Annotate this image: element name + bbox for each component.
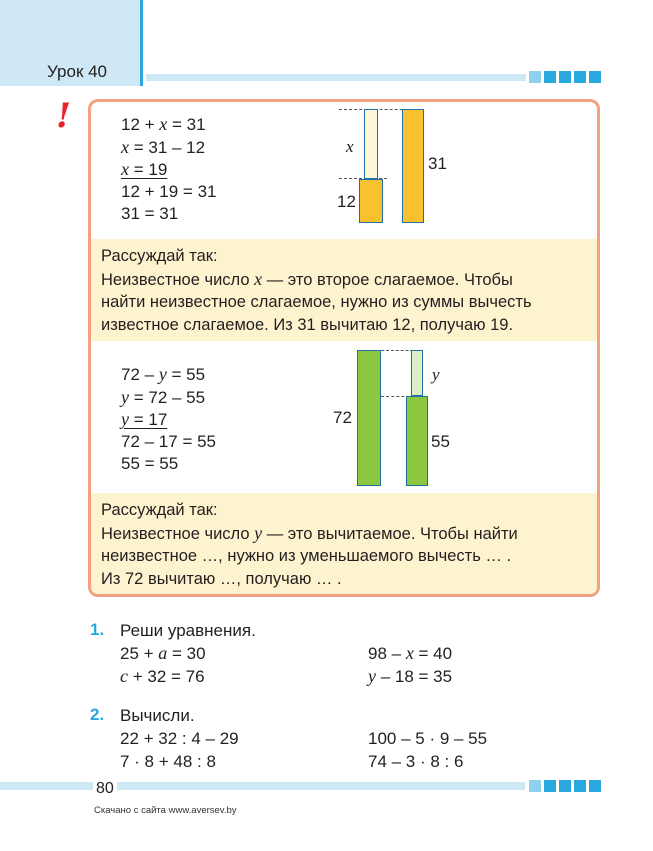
example1-result: 31 = 31	[121, 204, 179, 223]
decor-square	[544, 780, 556, 792]
reasoning-line: Неизвестное число y — это вычитаемое. Чтобы найти	[101, 522, 518, 543]
reasoning-title: Рассуждай так:	[101, 247, 218, 265]
diagram2-label-55: 55	[431, 432, 450, 451]
exercise-1-left-2: c + 32 = 76	[120, 666, 205, 686]
decor-square	[559, 71, 571, 83]
exercise-2-number: 2.	[90, 705, 105, 724]
reasoning-title: Рассуждай так:	[101, 501, 218, 519]
exercise-2-title: Вычисли.	[120, 706, 195, 725]
diagram2-bar-difference	[406, 396, 428, 486]
reasoning-text-1	[101, 245, 589, 336]
exercise-2-right-2: 74 – 3 · 8 : 6	[368, 752, 464, 771]
page-number: 80	[93, 780, 117, 798]
download-credit: Скачано с сайта www.aversev.by	[94, 805, 237, 816]
diagram1-label-12: 12	[337, 192, 356, 211]
example2-line-1: 72 – y = 55	[121, 364, 206, 384]
header-rule	[146, 74, 526, 81]
diagram2-label-72: 72	[333, 408, 352, 427]
decor-square	[589, 71, 601, 83]
reasoning-text-2	[101, 499, 589, 590]
decor-square	[589, 780, 601, 792]
decor-square	[574, 780, 586, 792]
exercise-2-left-2: 7 · 8 + 48 : 8	[120, 752, 216, 771]
decor-square	[529, 71, 541, 83]
exercise-1-number: 1.	[90, 620, 105, 639]
example2-answer: y = 17	[121, 409, 168, 429]
exercise-1-right-1: 98 – x = 40	[368, 643, 453, 663]
diagram1-bar-total	[402, 109, 424, 223]
diagram2-label-y: y	[432, 365, 440, 384]
diagram2-bar-subtrahend	[411, 350, 423, 396]
exercise-1-right-2: y – 18 = 35	[368, 666, 453, 686]
example1-answer: x = 19	[121, 159, 168, 179]
footer-rule	[0, 782, 525, 790]
example2-check: 72 – 17 = 55	[121, 431, 217, 451]
example2-line-2: y = 72 – 55	[121, 386, 206, 407]
exercise-1-left-1: 25 + a = 30	[120, 643, 206, 663]
decor-square	[529, 780, 541, 792]
example2-result: 55 = 55	[121, 454, 179, 473]
reasoning-line: известное слагаемое. Из 31 вычитаю 12, получаю 19.	[101, 315, 514, 334]
decor-square	[574, 71, 586, 83]
exercise-1-title: Реши уравнения.	[120, 621, 256, 640]
attention-marker-icon: !	[56, 96, 71, 136]
reasoning-band-1	[91, 239, 597, 341]
decor-square	[544, 71, 556, 83]
reasoning-line: Неизвестное число x — это второе слагаемое. Чтобы	[101, 268, 513, 289]
example1-line-1: 12 + x = 31	[121, 114, 206, 134]
reasoning-line: Из 72 вычитаю …, получаю … .	[101, 569, 342, 588]
reasoning-band-2	[91, 493, 597, 597]
diagram1-bar-known	[359, 179, 383, 223]
exercise-2-left-1: 22 + 32 : 4 – 29	[120, 729, 239, 748]
diagram1-label-31: 31	[428, 154, 447, 173]
lesson-title: Урок 40	[47, 62, 108, 81]
decor-square	[559, 780, 571, 792]
diagram1-bar-unknown	[364, 109, 378, 179]
reasoning-line: найти неизвестное слагаемое, нужно из суммы вычесть	[101, 293, 532, 311]
example-box	[88, 99, 600, 597]
exercise-2-right-1: 100 – 5 · 9 – 55	[368, 729, 488, 748]
diagram2-bar-minuend	[357, 350, 381, 486]
example1-line-2: x = 31 – 12	[121, 136, 206, 157]
example1-check: 12 + 19 = 31	[121, 181, 217, 201]
reasoning-line: неизвестное …, нужно из уменьшаемого вычесть … .	[101, 547, 512, 565]
diagram1-label-x: x	[346, 137, 354, 156]
